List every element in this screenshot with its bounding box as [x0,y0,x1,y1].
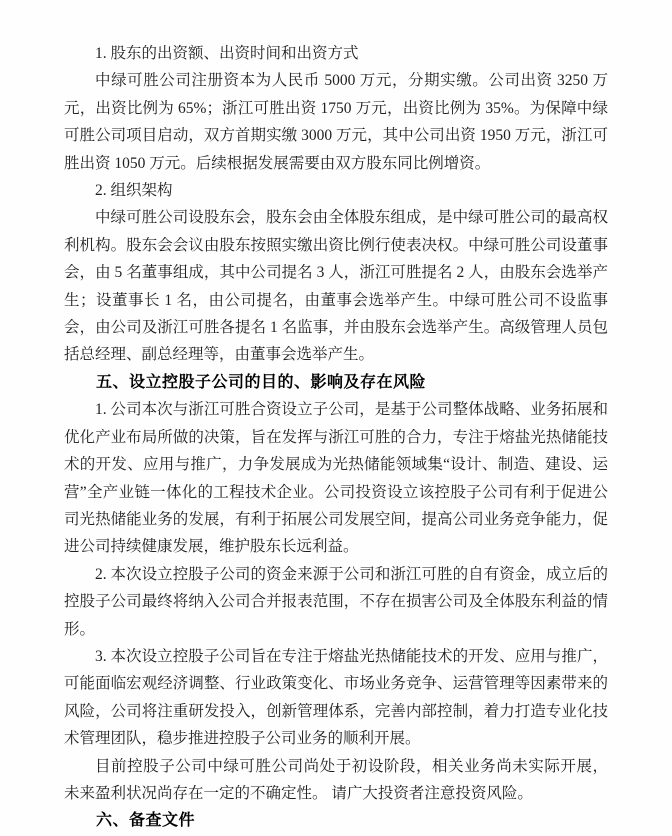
body-paragraph: 目前控股子公司中绿可胜公司尚处于初设阶段，相关业务尚未实际开展， 未来盈利状况尚存在一定的不确定性。 请广大投资者注意投资风险。 [64,757,608,802]
numbered-subheading: 1. 股东的出资额、出资时间和出资方式 [95,45,359,62]
section-heading: 六、备查文件 [96,812,196,830]
body-paragraph: 中绿可胜公司设股东会，股东会由全体股东组成，是中绿可胜公司的最高权利机构。股东会会议由股东按照实缴出资比例行使表决权。中绿可胜公司设董事会，由 5 名董事组成，其中公司提名 3 人，浙江可胜提名 2 人，由股东会选举产生；设董事长 1 名，由公司提名，由董事会选举产生。中绿可胜公司不设监事会，由公司及浙江可胜各提名 1 名监事，并由股东会选举产生。高级管理人员包括总经理、副总经理等，由董事会选举产生。 [64,209,608,364]
body-paragraph: 中绿可胜公司注册资本为人民币 5000 万元，分期实缴。公司出资 3250 万元，出资比例为 65%；浙江可胜出资 1750 万元，出资比例为 35%。为保障中绿可胜公司项目启动，双方首期实缴 3000 万元，其中公司出资 1950 万元，浙江可胜出资 1050 万元。后续根据发展需要由双方股东同比例增资。 [64,72,608,172]
document-body [64,40,608,835]
body-paragraph: 3. 本次设立控股子公司旨在专注于熔盐光热储能技术的开发、应用与推广，可能面临宏观经济调整、行业政策变化、市场业务竞争、运营管理等因素带来的风险，公司将注重研发投入，创新管理体系，完善内部控制，着力打造专业化技术管理团队，稳步推进控股子公司业务的顺利开展。 [64,647,608,748]
body-paragraph: 1. 公司本次与浙江可胜合资设立子公司，是基于公司整体战略、业务拓展和优化产业布局所做的决策，旨在发挥与浙江可胜的合力，专注于熔盐光热储能技术的开发、应用与推广，力争发展成为光热储能领域集“设计、制造、建设、运营”全产业链一体化的工程技术企业。公司投资设立该控股子公司有利于促进公司光热储能业务的发展，有利于拓展公司发展空间，提高公司业务竞争能力，促进公司持续健康发展，维护股东长远利益。 [64,401,608,556]
body-paragraph: 2. 本次设立控股子公司的资金来源于公司和浙江可胜的自有资金，成立后的控股子公司最终将纳入公司合并报表范围，不存在损害公司及全体股东利益的情形。 [64,565,608,638]
section-heading: 五、设立控股子公司的目的、影响及存在风险 [96,373,427,391]
numbered-subheading: 2. 组织架构 [95,182,173,200]
